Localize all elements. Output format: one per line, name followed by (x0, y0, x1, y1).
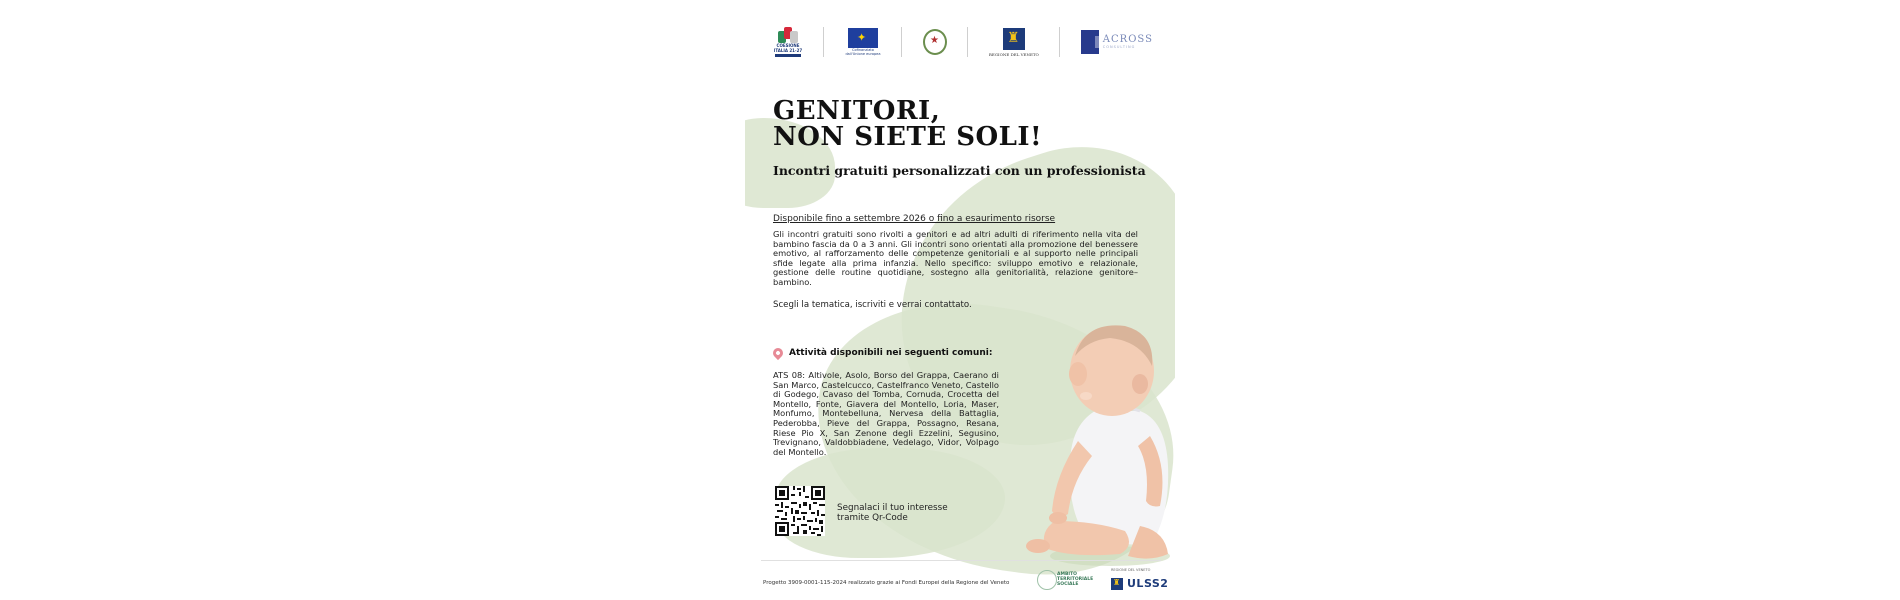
logo-divider (823, 27, 824, 57)
subtitle: Incontri gratuiti personalizzati con un professionista (773, 163, 1146, 178)
qr-instructions (837, 503, 967, 523)
ambito-text-2: TERRITORIALE (1057, 577, 1094, 582)
italian-republic-emblem (923, 29, 947, 55)
logo-divider (901, 27, 902, 57)
qr-text-line-2: tramite Qr-Code (837, 513, 908, 523)
across-mark-icon (1081, 30, 1099, 54)
footer-divider (761, 560, 1161, 561)
logo-divider (1059, 27, 1060, 57)
regione-veneto-logo (989, 28, 1039, 57)
qr-text-line-1: Segnalaci il tuo interesse (837, 503, 948, 513)
ulss-lion-icon (1111, 578, 1123, 590)
across-logo (1081, 30, 1153, 54)
ulss-logo-text: ULSS2 (1127, 577, 1169, 590)
location-pin-icon (771, 346, 785, 360)
eu-logo (845, 28, 881, 56)
comuni-title: Attività disponibili nei seguenti comuni: (789, 348, 993, 358)
comuni-list: ATS 08: Altivole, Asolo, Borso del Grappa, Caerano di San Marco, Castelcucco, Castelfranco Veneto, Castello di Godego, Cavaso del Tomba, Cornuda, Crocetta del Montello, Fonte, Giavera del Montello, Loria, Maser, Monfumo, Montebelluna, Nervesa della Battaglia, Pederobba, Pieve del Grappa, Possagno, Resana, Riese Pio X, San Zenone degli Ezzelini, Segusino, Trevignano, Valdobbiadene, Vedelago, Vidor, Volpago del Montello. (773, 370, 999, 457)
title-line-2: NON SIETE SOLI! (773, 122, 1042, 152)
page-title (773, 98, 1163, 150)
star-emblem-icon (923, 29, 947, 55)
poster (745, 8, 1175, 600)
logo-divider (967, 27, 968, 57)
coesione-logo-text: COESIONE ITALIA 21-27 (773, 43, 803, 53)
ambito-text-3: SOCIALE (1057, 582, 1079, 587)
ambito-text-1: AMBITO (1057, 572, 1077, 577)
across-logo-subtext: CONSULTING (1102, 45, 1136, 49)
call-to-action: Scegli la tematica, iscriviti e verrai contattato. (773, 300, 972, 310)
comuni-heading (773, 348, 992, 358)
qr-code[interactable] (775, 486, 825, 536)
veneto-lion-icon (1003, 28, 1025, 50)
across-logo-text: ACROSS (1102, 34, 1153, 45)
footer-credits: Progetto 3909-0001-115-2024 realizzato grazie ai Fondi Europei della Regione del Veneto (763, 580, 1010, 586)
intro-paragraph: Gli incontri gratuiti sono rivolti a genitori e ad altri adulti di riferimento nella vita del bambino fascia da 0 a 3 anni. Gli incontri sono orientati alla promozione del benessere emotivo, al rafforzamento delle competenze genitoriali e al supporto nelle principali sfide legate alla prima infanzia. Nello specifico: sviluppo emotivo e relazionale, gestione delle routine quotidiane, sostegno alla genitorialità, relazione genitore–bambino. (773, 229, 1138, 287)
title-line-1: GENITORI, (773, 96, 941, 126)
footer-logos (1037, 568, 1169, 598)
availability-note: Disponibile fino a settembre 2026 o fino a esaurimento risorse (773, 214, 1056, 224)
eu-flag-icon (848, 28, 878, 48)
ambito-sociale-icon (1037, 570, 1057, 590)
eu-logo-text: Cofinanziato dall'Unione europea (845, 48, 881, 56)
ulss-header-text: REGIONE DEL VENETO (1111, 568, 1151, 572)
baby-photo (1000, 316, 1175, 571)
logo-bar (773, 20, 1153, 64)
coesione-logo (773, 27, 803, 57)
regione-veneto-text: REGIONE DEL VENETO (988, 51, 1039, 57)
ambito-sociale-logo (1057, 572, 1093, 587)
